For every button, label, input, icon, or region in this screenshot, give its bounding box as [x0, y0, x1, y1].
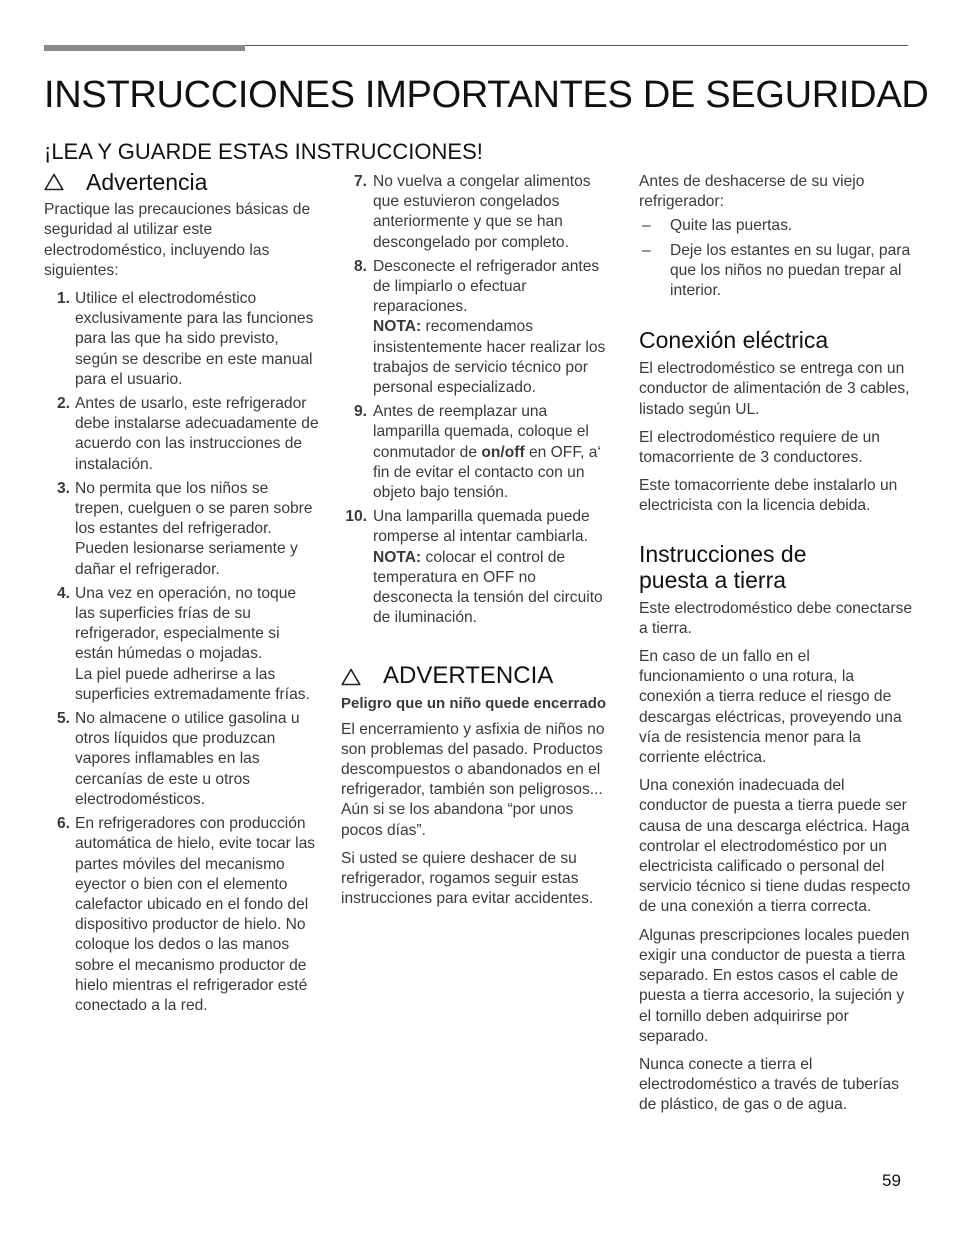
grounding-paragraph-1: Este electrodoméstico debe conectarse a tierra.: [639, 599, 913, 637]
warning-triangle-icon: [44, 173, 64, 191]
list-item: 5. No almacene o utilice gasolina u otros líquidos que produzcan vapores inflamables en las cercanías de este u otros electrodomésticos.: [56, 710, 300, 808]
list-item: 6. En refrigeradores con producción automática de hielo, evite tocar las partes móviles del mecanismo eyector o bien con el elemento calefactor ubicado en el fondo del dispositivo productor de hielo. No coloque los dedos o las manos sobre el mecanismo productor de hielo mientras el refrigerador esté conectado a la red.: [56, 815, 316, 1014]
list-item: – Quite las puertas.: [642, 217, 793, 235]
child-warning-subheading: Peligro que un niño quede encerrado: [341, 694, 607, 712]
column-3: [639, 172, 914, 1124]
list-item: 10. Una lamparilla quemada puede romperse al intentar cambiarla. NOTA: colocar el control de temperatura en OFF no desconecta la tensión del circuito de iluminación.: [345, 508, 603, 627]
top-accent-bar: [44, 45, 245, 51]
grounding-paragraph-5: Nunca conecte a tierra el electrodoméstico a través de tuberías de plástico, de gas o de agua.: [639, 1055, 900, 1114]
list-item: 7. No vuelva a congelar alimentos que estuvieron congelados anteriormente y que se han descongelado por completo.: [353, 173, 591, 251]
column-1: [44, 169, 319, 1020]
child-warning-paragraph-2: Si usted se quiere deshacer de su refrigerador, rogamos seguir estas instrucciones para evitar accidentes.: [341, 849, 594, 908]
page-subtitle: ¡LEA Y GUARDE ESTAS INSTRUCCIONES!: [44, 139, 483, 164]
electrical-paragraph-3: Este tomacorriente debe instalarlo un electricista con la licencia debida.: [639, 477, 898, 515]
safety-list-2: [341, 172, 616, 628]
list-item: 2. Antes de usarlo, este refrigerador debe instalarse adecuadamente de acuerdo con las instrucciones de instalación.: [56, 395, 319, 473]
child-warning-heading: [341, 662, 616, 690]
note-label: NOTA:: [373, 318, 422, 336]
on-off-label: on/off: [481, 443, 525, 461]
list-item: 8. Desconecte el refrigerador antes de limpiarlo o efectuar reparaciones. NOTA: recomendamos insistentemente hacer realizar los trabajos de servicio técnico por personal especializado.: [353, 257, 606, 397]
electrical-paragraph-2: El electrodoméstico requiere de un tomacorriente de 3 conductores.: [639, 428, 880, 467]
list-item: 1. Utilice el electrodoméstico exclusivamente para las funciones para las que ha sido previsto, según se describe en este manual para el usuario.: [56, 290, 314, 388]
note-label: NOTA:: [373, 548, 422, 566]
warning-intro: Practique las precauciones básicas de seguridad al utilizar este electrodoméstico, incluyendo las siguientes:: [44, 201, 311, 279]
grounding-paragraph-3: Una conexión inadecuada del conductor de puesta a tierra puede ser causa de una descarga eléctrica. Haga controlar el electrodoméstico por un electricista calificado o personal del servicio técnico si tiene dudas respecto de una conexión a tierra correcta.: [639, 777, 911, 916]
child-warning-heading-text: ADVERTENCIA: [383, 662, 554, 690]
grounding-heading: Instrucciones de puesta a tierra: [639, 540, 807, 593]
list-item: 9. Antes de reemplazar una lamparilla quemada, coloque el conmutador de on/off en OFF, a‘ fin de evitar el contacto con un objeto bajo tensión.: [353, 403, 601, 502]
warning-triangle-icon: [341, 668, 361, 686]
warning-heading-text: Advertencia: [86, 169, 208, 195]
safety-list-1: [44, 289, 319, 1016]
child-warning-paragraph-1: El encerramiento y asfixia de niños no son problemas del pasado. Productos descompuestos o abandonados en el refrigerador, también son peligrosos... Aún si se los abandona “por unos pocos días”.: [341, 720, 605, 839]
warning-heading: [44, 169, 319, 195]
electrical-heading: Conexión eléctrica: [639, 327, 829, 354]
grounding-paragraph-2: En caso de un fallo en el funcionamiento o una rotura, la conexión a tierra reduce el riesgo de descargas eléctricas, proveyendo una vía de resistencia menor para la corriente eléctrica.: [639, 648, 902, 767]
page-title: INSTRUCCIONES IMPORTANTES DE SEGURIDAD: [44, 74, 929, 116]
list-item: 3. No permita que los niños se trepen, cuelguen o se paren sobre los estantes del refrigerador. Pueden lesionarse seriamente y dañar el refrigerador.: [56, 479, 313, 578]
list-item: – Deje los estantes en su lugar, para que los niños no puedan trepar al interior.: [642, 241, 911, 300]
grounding-paragraph-4: Algunas prescripciones locales pueden exigir una conductor de puesta a tierra separado. En estos casos el cable de puesta a tierra accesorio, la sujeción y el tornillo deben adquirirse por separado.: [639, 926, 910, 1045]
page-number: 59: [882, 1171, 901, 1190]
disposal-intro: Antes de deshacerse de su viejo refrigerador:: [639, 173, 865, 211]
list-item: 4. Una vez en operación, no toque las superficies frías de su refrigerador, especialmente si están húmedas o mojadas. La piel puede adherirse a las superficies extremadamente frías.: [56, 584, 310, 703]
disposal-list: [639, 216, 914, 301]
column-2: [341, 172, 616, 918]
electrical-paragraph-1: El electrodoméstico se entrega con un conductor de alimentación de 3 cables, listado según UL.: [639, 360, 910, 418]
